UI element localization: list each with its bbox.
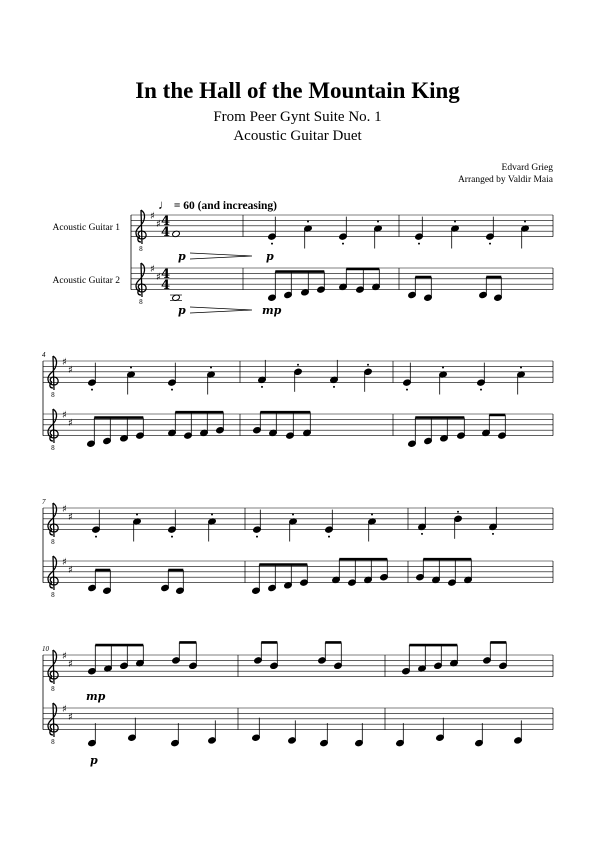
staccato-dot: [171, 389, 173, 391]
octave-eight-mark: 8: [51, 392, 55, 399]
arranger-credit: Arranged by Valdir Maia: [457, 175, 553, 185]
staccato-dot: [91, 389, 93, 391]
octave-eight-mark: 8: [51, 539, 55, 546]
staccato-dot: [297, 364, 299, 366]
staccato-dot: [454, 221, 456, 223]
tempo-text: = 60 (and increasing): [173, 200, 278, 212]
staccato-dot: [130, 367, 132, 369]
staccato-dot: [367, 364, 369, 366]
staccato-dot: [307, 221, 309, 223]
staccato-dot: [480, 389, 482, 391]
time-signature-digit: 4: [161, 278, 171, 293]
staccato-dot: [524, 221, 526, 223]
composer-credit: Edvard Grieg: [501, 163, 553, 173]
time-signature-digit: 4: [161, 267, 171, 282]
time-signature-digit: 4: [161, 214, 171, 229]
staccato-dot: [211, 514, 213, 516]
measure-number: 4: [42, 351, 46, 359]
staccato-dot: [210, 367, 212, 369]
dynamic-mp: mp: [262, 304, 282, 317]
score-subtitle-2: Acoustic Guitar Duet: [233, 128, 362, 144]
dynamic-p: p: [178, 304, 186, 317]
dynamic-p: p: [90, 754, 98, 767]
octave-eight-mark: 8: [51, 592, 55, 599]
instrument-label-guitar-1: Acoustic Guitar 1: [52, 223, 120, 233]
dynamic-mp: mp: [86, 690, 106, 703]
octave-eight-mark: 8: [139, 246, 143, 253]
staff-systems: [43, 210, 553, 746]
sharp-icon: ♯: [68, 512, 73, 524]
sharp-icon: ♯: [156, 272, 161, 284]
sharp-icon: ♯: [62, 504, 67, 515]
octave-eight-mark: 8: [51, 739, 55, 746]
sharp-icon: ♯: [156, 219, 161, 231]
sharp-icon: ♯: [62, 704, 67, 715]
sharp-icon: ♯: [68, 418, 73, 430]
staccato-dot: [377, 221, 379, 223]
sharp-icon: ♯: [62, 410, 67, 421]
staccato-dot: [489, 243, 491, 245]
score-subtitle: From Peer Gynt Suite No. 1: [213, 109, 382, 125]
sharp-icon: ♯: [62, 357, 67, 368]
octave-eight-mark: 8: [139, 299, 143, 306]
sharp-icon: ♯: [150, 211, 155, 222]
staccato-dot: [292, 514, 294, 516]
staccato-dot: [520, 367, 522, 369]
staccato-dot: [342, 243, 344, 245]
staccato-dot: [271, 243, 273, 245]
sharp-icon: ♯: [150, 264, 155, 275]
score-title: In the Hall of the Mountain King: [135, 78, 460, 103]
notes-layer: [87, 217, 530, 747]
sharp-icon: ♯: [68, 712, 73, 724]
time-signature-digit: 4: [161, 225, 171, 240]
sharp-icon: ♯: [68, 365, 73, 377]
staccato-dot: [421, 533, 423, 535]
staccato-dot: [171, 536, 173, 538]
dynamics-layer: [86, 250, 282, 767]
staccato-dot: [406, 389, 408, 391]
measure-number: 10: [42, 645, 49, 653]
decrescendo-hairpin: [190, 307, 252, 313]
staccato-dot: [371, 514, 373, 516]
staccato-dot: [492, 533, 494, 535]
sharp-icon: ♯: [62, 557, 67, 568]
staccato-dot: [457, 511, 459, 513]
staccato-dot: [136, 514, 138, 516]
staccato-dot: [418, 243, 420, 245]
dynamic-p: p: [266, 250, 274, 263]
staccato-dot: [261, 386, 263, 388]
sharp-icon: ♯: [68, 659, 73, 671]
octave-eight-mark: 8: [51, 445, 55, 452]
octave-eight-mark: 8: [51, 686, 55, 693]
measure-number: 7: [42, 498, 46, 506]
instrument-label-guitar-2: Acoustic Guitar 2: [52, 276, 120, 286]
decrescendo-hairpin: [190, 253, 252, 259]
staccato-dot: [256, 536, 258, 538]
staccato-dot: [442, 367, 444, 369]
quarter-note-icon: ♩: [158, 197, 171, 212]
staccato-dot: [333, 386, 335, 388]
staccato-dot: [95, 536, 97, 538]
sharp-icon: ♯: [68, 565, 73, 577]
sharp-icon: ♯: [62, 651, 67, 662]
dynamic-p: p: [178, 250, 186, 263]
staccato-dot: [328, 536, 330, 538]
